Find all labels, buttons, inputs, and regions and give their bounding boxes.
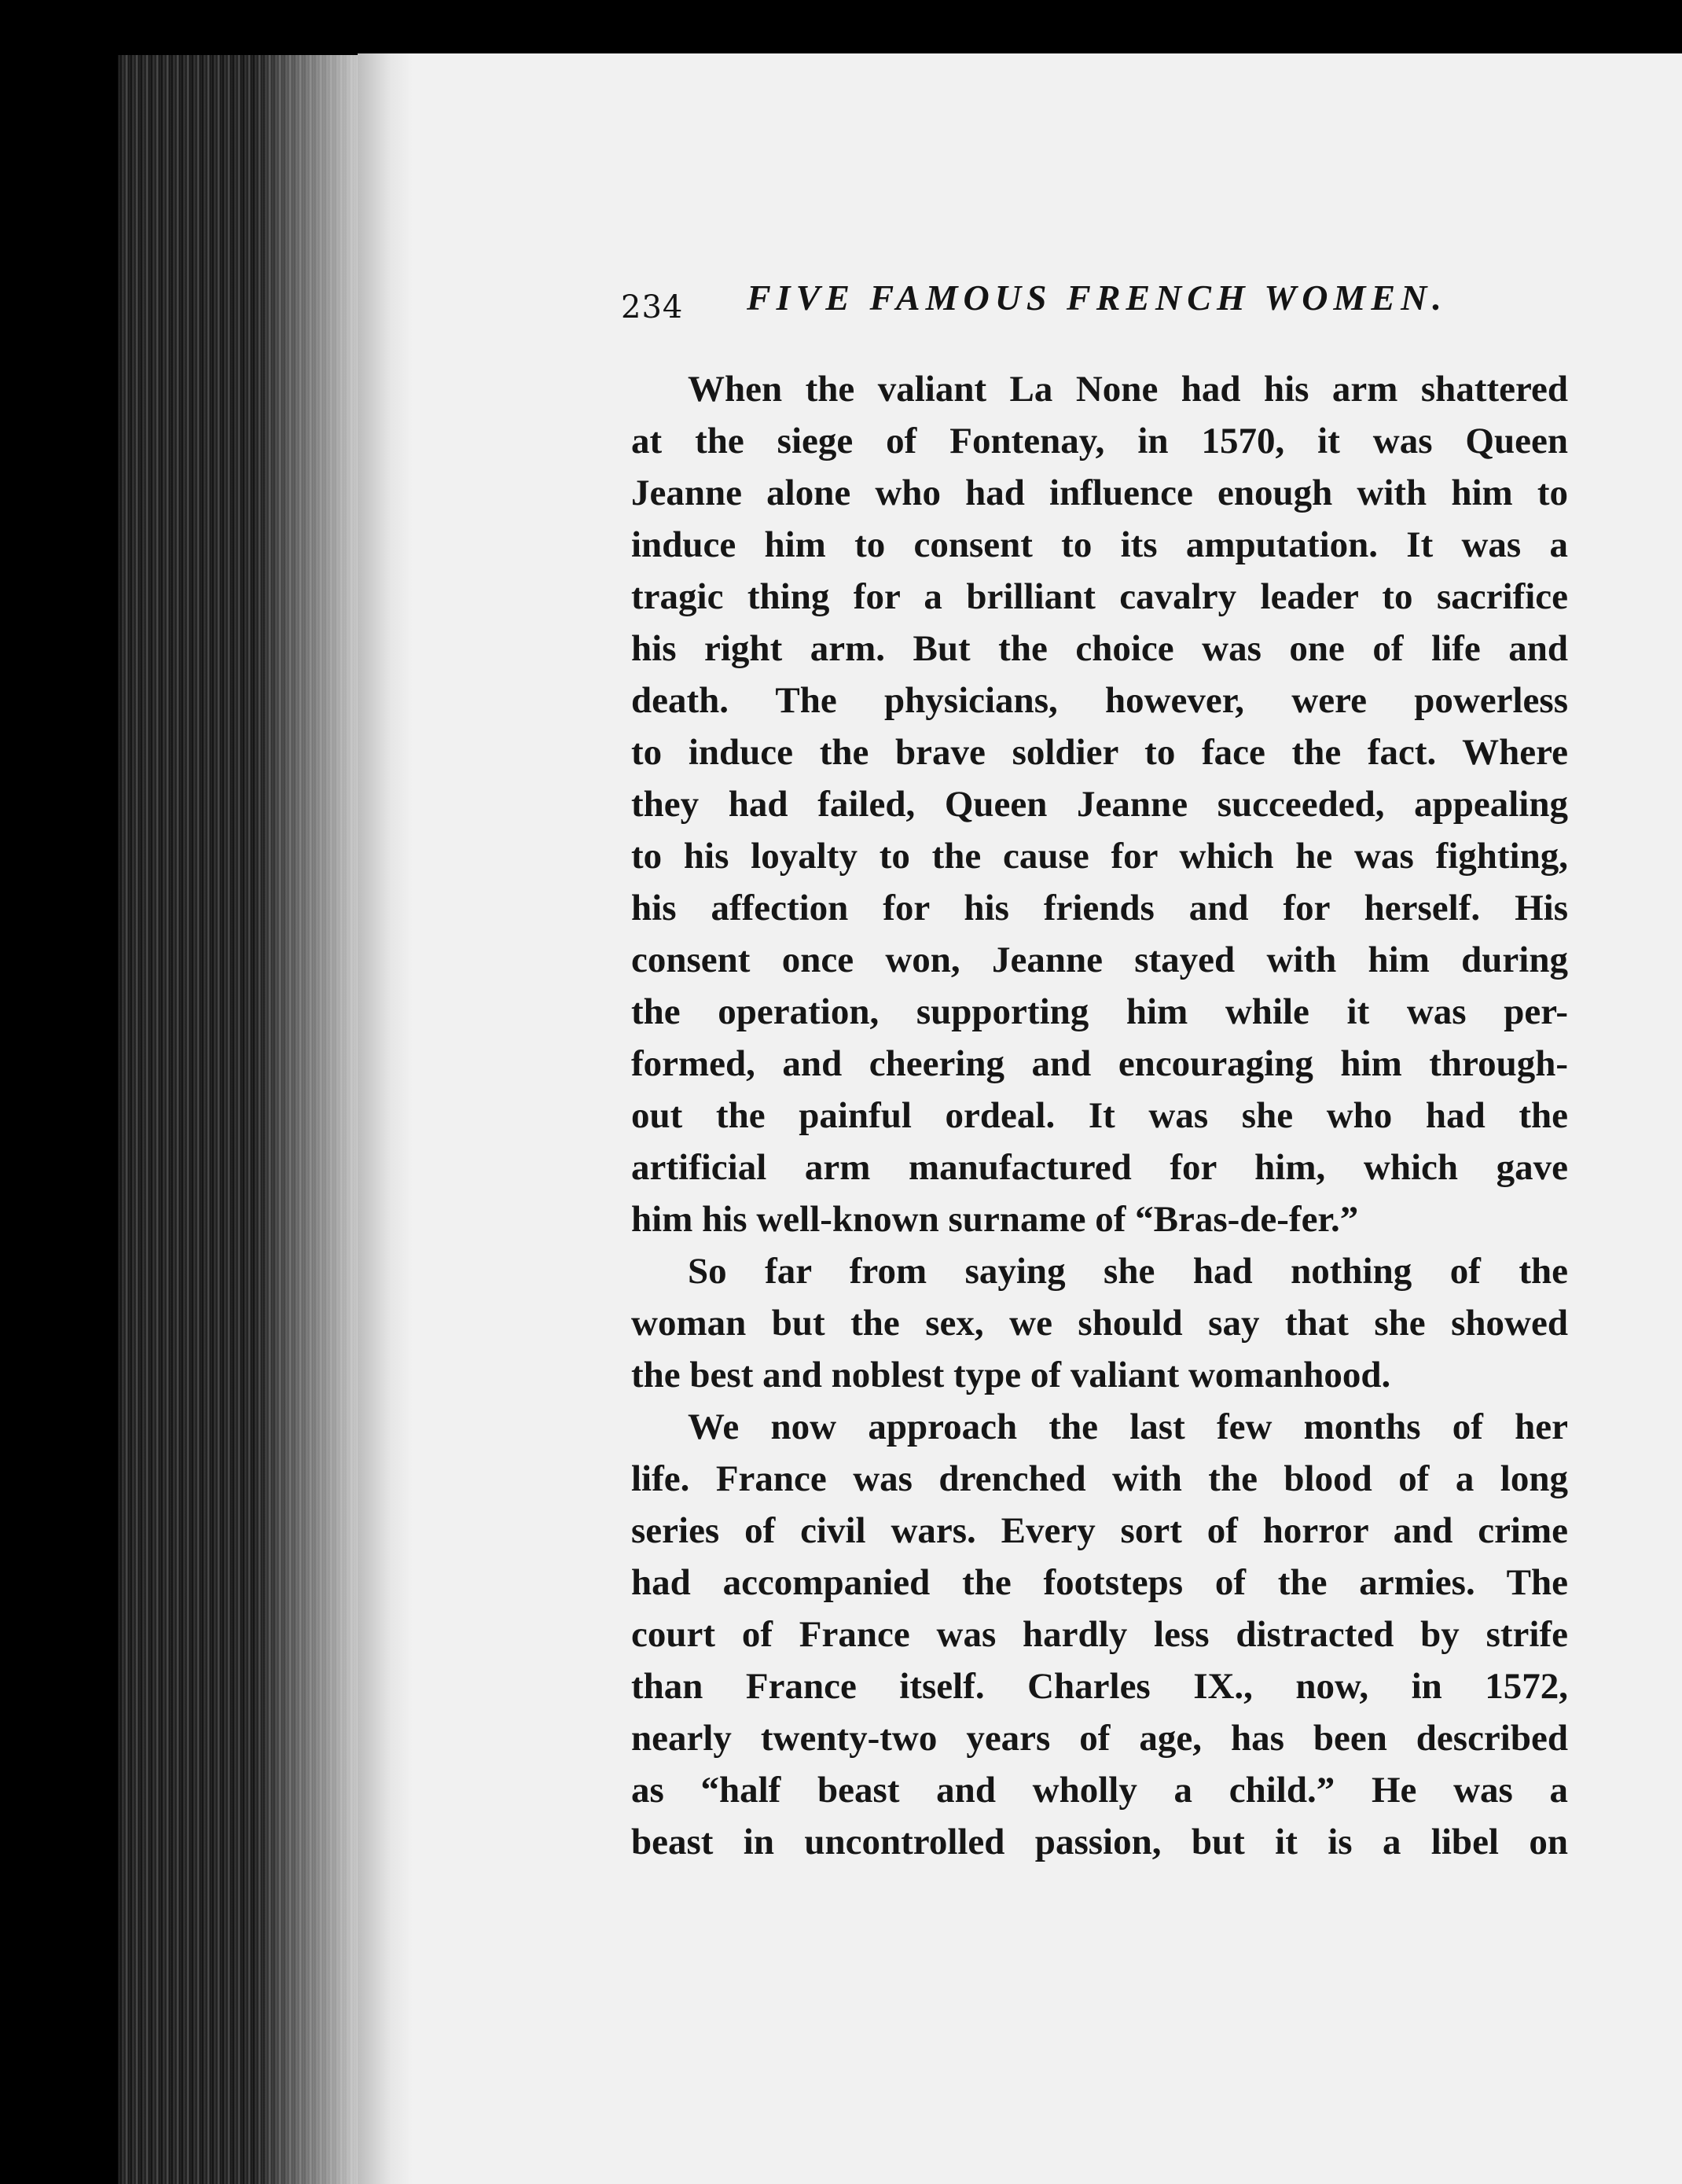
text-line: So far from saying she had nothing of the	[688, 1251, 1568, 1292]
text-line: to induce the brave soldier to face the fact. Where	[631, 732, 1568, 773]
text-line: nearly twenty-two years of age, has been described	[631, 1718, 1568, 1759]
text-line: his right arm. But the choice was one of life and	[631, 628, 1568, 669]
text-line: court of France was hardly less distracted by strife	[631, 1614, 1568, 1655]
running-head-title: FIVE FAMOUS FRENCH WOMEN.	[747, 278, 1447, 318]
text-line: Jeanne alone who had influence enough with him to	[631, 472, 1568, 513]
text-line: had accompanied the footsteps of the armies. The	[631, 1562, 1568, 1603]
text-line: they had failed, Queen Jeanne succeeded, appealing	[631, 784, 1568, 825]
text-line: than France itself. Charles IX., now, in 1572,	[631, 1666, 1568, 1707]
text-line: as “half beast and wholly a child.” He was a	[631, 1770, 1568, 1811]
text-line: artificial arm manufactured for him, which gave	[631, 1147, 1568, 1188]
text-line: woman but the sex, we should say that she showed	[631, 1303, 1568, 1344]
text-line: When the valiant La None had his arm shattered	[688, 369, 1568, 410]
text-line: We now approach the last few months of her	[688, 1406, 1568, 1447]
text-line: life. France was drenched with the blood of a long	[631, 1458, 1568, 1499]
body-text	[631, 363, 1568, 1868]
text-line: consent once won, Jeanne stayed with him during	[631, 939, 1568, 980]
book-page-edges	[118, 55, 369, 2184]
page-number: 234	[621, 289, 684, 325]
text-line: formed, and cheering and encouraging him through-	[631, 1043, 1568, 1084]
text-line: at the siege of Fontenay, in 1570, it was Queen	[631, 421, 1568, 461]
text-line: him his well-known surname of “Bras-de-fer.”	[631, 1199, 1359, 1240]
text-line: out the painful ordeal. It was she who had the	[631, 1095, 1568, 1136]
text-line: death. The physicians, however, were powerless	[631, 680, 1568, 721]
text-line: the best and noblest type of valiant womanhood.	[631, 1355, 1391, 1395]
text-line: the operation, supporting him while it was per-	[631, 991, 1568, 1032]
text-line: to his loyalty to the cause for which he was fighting,	[631, 836, 1568, 877]
running-head	[621, 277, 1446, 332]
text-line: induce him to consent to its amputation. It was a	[631, 524, 1568, 565]
text-line: tragic thing for a brilliant cavalry leader to sacrifice	[631, 576, 1568, 617]
text-line: beast in uncontrolled passion, but it is a libel on	[631, 1822, 1568, 1862]
text-line: series of civil wars. Every sort of horror and crime	[631, 1510, 1568, 1551]
text-line: his affection for his friends and for herself. His	[631, 888, 1568, 928]
